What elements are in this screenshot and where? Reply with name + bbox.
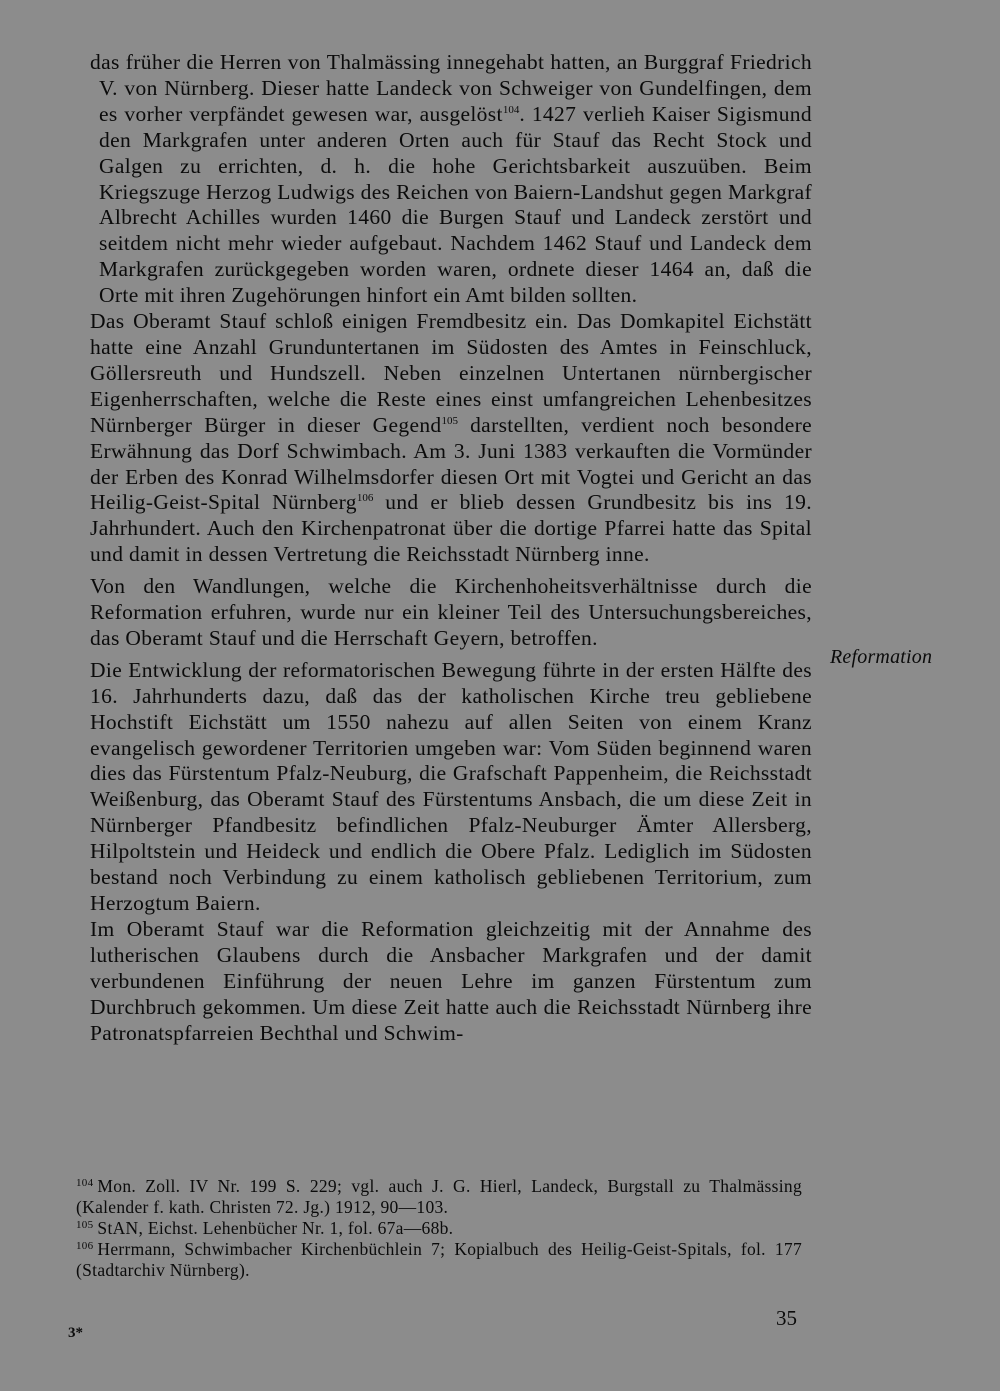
paragraph-text: das früher die Herren von Thalmässing innegehabt hatten, an Burggraf Friedrich V. von Nürnberg. Dieser hatte Landeck von Schweiger von Gundelfingen, dem es vorher verpfändet gewesen war, ausgelöst — [90, 50, 812, 126]
paragraph-1 — [90, 50, 812, 309]
paragraph-5: Im Oberamt Stauf war die Reformation gleichzeitig mit der Annahme des lutherischen Glaubens durch die Ansbacher Markgrafen und der damit verbundenen Einführung der neuen Lehre im ganzen Fürstentum zum Durchbruch gekommen. Um diese Zeit hatte auch die Reichsstadt Nürnberg ihre Patronatspfarreien Bechthal und Schwim- — [90, 916, 812, 1045]
footnote-105 — [76, 1218, 802, 1239]
footnote-104 — [76, 1176, 802, 1218]
footnote-ref-106: 106 — [356, 492, 374, 505]
paragraph-text: und er blieb dessen Grundbesitz bis ins 19. Jahrhundert. Auch den Kirchenpatronat über die dortige Pfarrei hatte das Spital und damit in dessen Vertretung die Reichsstadt Nürnberg inne. — [90, 490, 812, 567]
paragraph-2 — [90, 309, 812, 568]
footnote-text: Herrmann, Schwimbacher Kirchenbüchlein 7; Kopialbuch des Heilig-Geist-Spitals, fol. 177 (Stadtarchiv Nürnberg). — [76, 1239, 802, 1280]
footnote-text: StAN, Eichst. Lehenbücher Nr. 1, fol. 67a—68b. — [97, 1218, 454, 1238]
page-number: 35 — [776, 1306, 797, 1330]
paragraph-text: Das Oberamt Stauf schloß einigen Fremdbesitz ein. Das Domkapitel Eichstätt hatte eine Anzahl Grunduntertanen im Südosten des Amtes in Feinschluck, Göllersreuth und Hundszell. Neben einzelnen Untertanen nürnbergischer Eigenherrschaften, welche die Reste eines einst umfangreichen Lehenbesitzes Nürnberger Bürger in dieser Gegend — [90, 309, 812, 437]
paragraph-text: darstellten, verdient noch besondere Erwähnung das Dorf Schwimbach. Am 3. Juni 1383 verkauften die Vormünder der Erben des Konrad Wilhelmsdorfer diesen Ort mit Vogtei und Gericht an das Heilig-Geist-Spital Nürnberg — [90, 412, 813, 515]
paragraph-4: Die Entwicklung der reformatorischen Bewegung führte in der ersten Hälfte des 16. Jahrhunderts dazu, daß das der katholischen Kirche treu gebliebene Hochstift Eichstätt um 1550 nahezu auf allen Seiten von einem Kranz evangelisch gewordener Territorien umgeben war: Vom Süden beginnend waren dies das Fürstentum Pfalz-Neuburg, die Grafschaft Pappenheim, die Reichsstadt Weißenburg, das Oberamt Stauf des Fürstentums Ansbach, die um diese Zeit in Nürnberger Pfandbesitz befindlichen Pfalz-Neuburger Ämter Allersberg, Hilpoltstein und Heideck und endlich die Obere Pfalz. Lediglich im Südosten bestand noch Verbindung zu einem katholisch gebliebenen Territorium, zum Herzogtum Baiern. — [90, 657, 812, 915]
footnote-number: 105 — [76, 1219, 94, 1231]
footnote-number: 106 — [76, 1240, 94, 1252]
margin-note: Reformation — [830, 646, 933, 668]
signature-mark: 3* — [68, 1325, 83, 1341]
main-text — [90, 50, 812, 1046]
paragraph-3: Von den Wandlungen, welche die Kirchenhoheitsverhältnisse durch die Reformation erfuhren, wurde nur ein kleiner Teil des Untersuchungsbereiches, das Oberamt Stauf und die Herrschaft Geyern, betroffen. — [90, 574, 812, 650]
footnote-ref-104: 104 — [502, 103, 520, 116]
footnotes — [76, 1176, 802, 1281]
footnote-number: 104 — [76, 1177, 94, 1189]
footnote-106 — [76, 1239, 802, 1281]
footnote-ref-105: 105 — [441, 414, 459, 427]
paragraph-text: . 1427 verlieh Kaiser Sigismund den Markgrafen unter anderen Orten auch für Stauf das Recht Stock und Galgen zu errichten, d. h. die hohe Gerichtsbarkeit auszuüben. Beim Kriegszuge Herzog Ludwigs des Reichen von Baiern-Landshut gegen Markgraf Albrecht Achilles wurden 1460 die Burgen Stauf und Landeck zerstört und seitdem nicht mehr wieder aufgebaut. Nachdem 1462 Stauf und Landeck dem Markgrafen zurückgegeben worden waren, ordnete dieser 1464 an, daß die Orte mit ihren Zugehörungen hinfort ein Amt bilden sollten. — [99, 101, 812, 308]
footnote-text: Mon. Zoll. IV Nr. 199 S. 229; vgl. auch J. G. Hierl, Landeck, Burgstall zu Thalmässing (Kalender f. kath. Christen 72. Jg.) 1912, 90—103. — [76, 1176, 802, 1217]
